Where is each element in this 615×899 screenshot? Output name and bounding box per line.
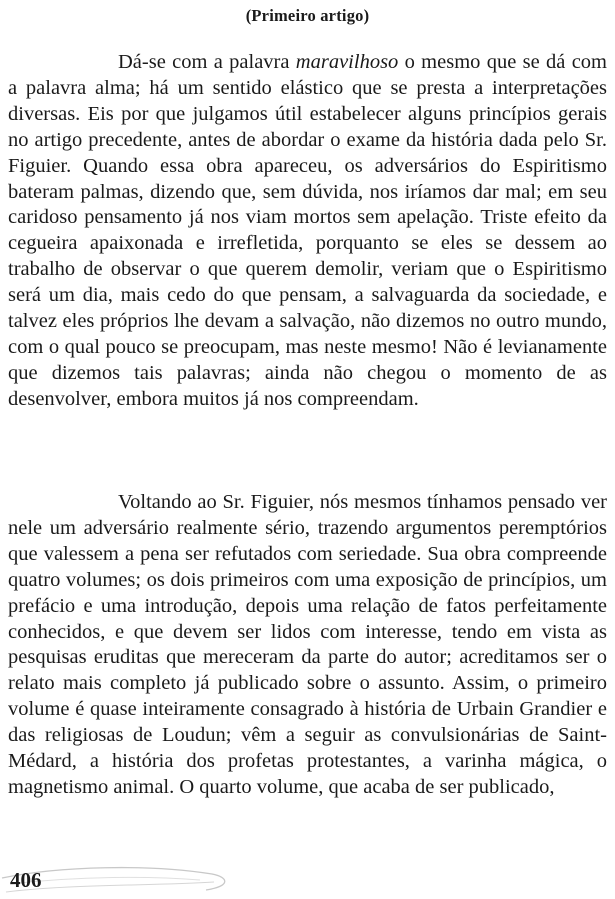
page-title: (Primeiro artigo) [245, 6, 370, 25]
page-number: 406 [10, 868, 42, 892]
paragraph-1-lead: Dá-se com a palavra [118, 51, 296, 73]
paragraph-1 [8, 50, 607, 413]
emphasis-maravilhoso: maravilhoso [295, 51, 399, 73]
paragraph-1-rest: o mesmo que se dá com a palavra alma; há um sentido elástico que se presta a interpretações diversas. Eis por que julgamos útil estabelecer alguns princípios gerais no artigo precedente, antes de abordar o exame da história dada pelo Sr. Figuier. Quando essa obra apareceu, os adversários do Espiritismo bateram palmas, dizendo que, sem dúvida, nos iríamos dar mal; em seu caridoso pensamento já nos viam mortos sem apelação. Triste efeito da cegueira apaixonada e irrefletida, porquanto se eles se dessem ao trabalho de observar o que querem demolir, veriam que o Espiritismo será um dia, mais cedo do que pensam, a salvaguarda da sociedade, e talvez eles próprios lhe devam a salvação, não dizemos no outro mundo, com o qual pouco se preocupam, mas neste mesmo! Não é levianamente que dizemos tais palavras; ainda não chegou o momento de as desenvolver, embora muitos já nos compreendam. [8, 51, 607, 410]
paragraph-2: Voltando ao Sr. Figuier, nós mesmos tínhamos pensado ver nele um adversário realmente sério, trazendo argumentos peremptórios que valessem a pena ser refutados com seriedade. Sua obra compreende quatro volumes; os dois primeiros com uma exposição de princípios, um prefácio e uma introdução, depois uma relação de fatos perfeitamente conhecidos, e que devem ser lidos com interesse, tendo em vista as pesquisas eruditas que mereceram da parte do autor; acreditamos ser o relato mais completo já publicado sobre o assunto. Assim, o primeiro volume é quase inteiramente consagrado à história de Urbain Grandier e das religiosas de Loudun; vêm a seguir as convulsionárias de Saint-Médard, a história dos profetas protestantes, a varinha mágica, o magnetismo animal. O quarto volume, que acaba de ser publicado, [8, 491, 607, 798]
